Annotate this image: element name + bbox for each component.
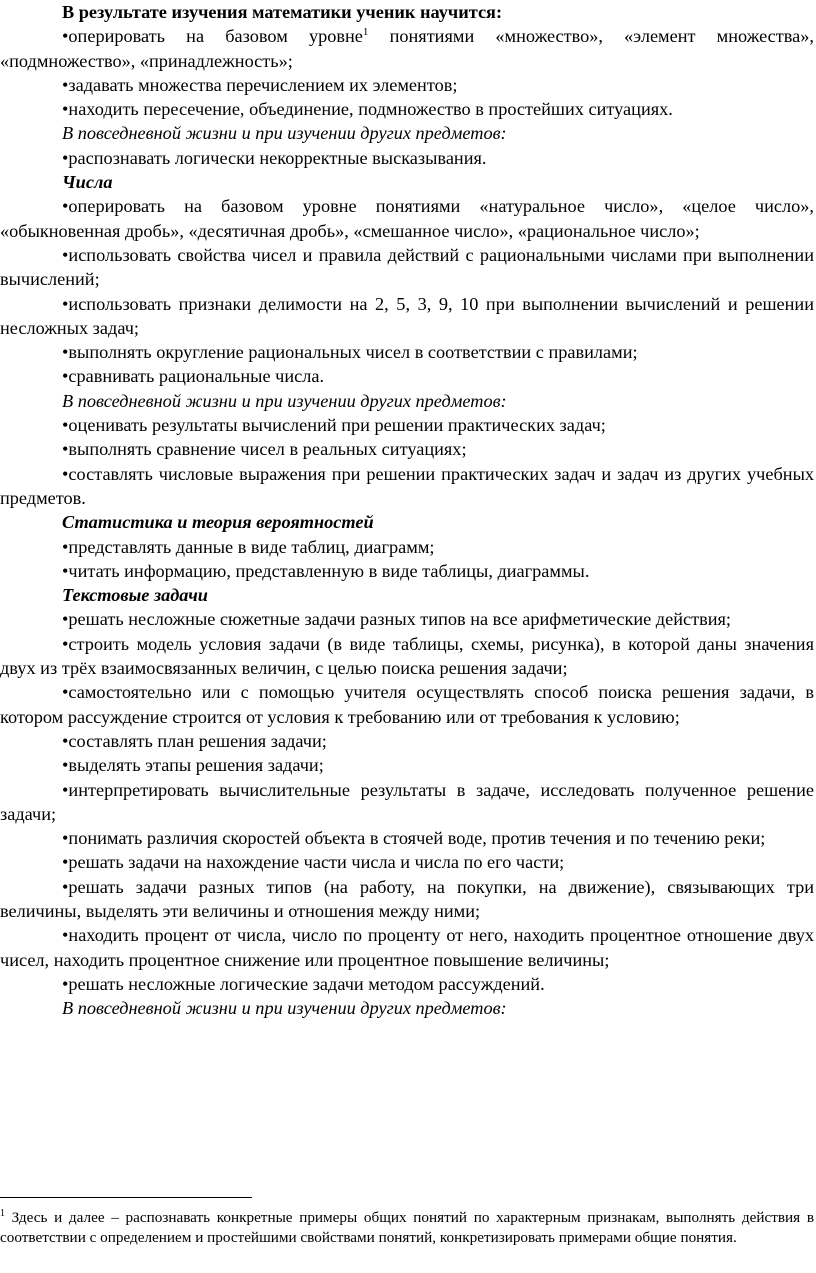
list-item: •оперировать на базовом уровне$^1$ понятиями «множество», «элемент множества», «подмножество», «принадлежность»; [0, 26, 814, 71]
bullet-icon: • [62, 633, 69, 654]
list-item: •решать несложные логические задачи методом рассуждений. [62, 973, 545, 994]
bullet-icon: • [62, 973, 69, 994]
bullet-icon: • [62, 925, 69, 946]
list-item: •читать информацию, представленную в виде таблицы, диаграммы. [62, 560, 590, 581]
bullet-icon: • [62, 342, 69, 363]
everyday-subheading: В повседневной жизни и при изучении других предметов: [62, 390, 507, 411]
list-item: •представлять данные в виде таблиц, диаграмм; [62, 536, 435, 557]
list-item: •решать задачи на нахождение части числа и числа по его части; [62, 852, 565, 873]
list-item: •сравнивать рациональные числа. [62, 366, 325, 387]
bullet-icon: • [62, 828, 69, 849]
bullet-icon: • [62, 26, 69, 47]
bullet-icon: • [62, 876, 69, 897]
bullet-icon: • [62, 439, 69, 460]
bullet-icon: • [62, 682, 69, 703]
list-item: •понимать различия скоростей объекта в стоячей воде, против течения и по течению реки; [62, 828, 766, 849]
bullet-icon: • [62, 609, 69, 630]
list-item: •выполнять округление рациональных чисел в соответствии с правилами; [62, 342, 638, 363]
list-item: •находить пересечение, объединение, подмножество в простейших ситуациях. [62, 99, 673, 120]
section-title-statistics: Статистика и теория вероятностей [62, 512, 374, 533]
list-item: •находить процент от числа, число по проценту от него, находить процентное отношение двух чисел, находить процентное снижение или процентное повышение величины; [0, 925, 814, 970]
list-item: •решать задачи разных типов (на работу, на покупки, на движение), связывающих три величины, выделять эти величины и отношения между ними; [0, 876, 814, 921]
list-item: •решать несложные сюжетные задачи разных типов на все арифметические действия; [62, 609, 731, 630]
list-item: •задавать множества перечислением их элементов; [62, 74, 458, 95]
section-title-numbers: Числа [62, 172, 113, 193]
bullet-icon: • [62, 74, 69, 95]
section-heading: В результате изучения математики ученик научится: [62, 2, 503, 22]
section-title-word-problems: Текстовые задачи [62, 585, 208, 606]
list-item: •использовать свойства чисел и правила действий с рациональными числами при выполнении вычислений; [0, 244, 814, 290]
list-item: •выделять этапы решения задачи; [62, 755, 324, 776]
list-item: •составлять числовые выражения при решении практических задач и задач из других учебных предметов. [0, 463, 814, 508]
bullet-icon: • [62, 196, 69, 217]
bullet-icon: • [62, 366, 69, 387]
bullet-icon: • [62, 755, 69, 776]
list-item: •составлять план решения задачи; [62, 730, 327, 751]
bullet-icon: • [62, 244, 69, 265]
bullet-icon: • [62, 415, 69, 436]
list-item: •оперировать на базовом уровне понятиями «натуральное число», «целое число», «обыкновенная дробь», «десятичная дробь», «смешанное число», «рациональное число»; [0, 196, 814, 241]
everyday-subheading: В повседневной жизни и при изучении других предметов: [62, 123, 507, 144]
bullet-icon: • [62, 147, 69, 168]
footnote-text: Здесь и далее – распознавать конкретные примеры общих понятий по характерным признакам, выполнять действия в соответствии с определением и простейшими свойствами понятий, конкретизировать примерами общие понятия. [0, 1209, 814, 1246]
bullet-icon: • [62, 779, 69, 800]
list-item: •интерпретировать вычислительные результаты в задаче, исследовать полученное решение задачи; [0, 779, 814, 824]
everyday-subheading: В повседневной жизни и при изучении других предметов: [62, 998, 507, 1019]
list-item: •строить модель условия задачи (в виде таблицы, схемы, рисунка), в которой даны значения двух из трёх взаимосвязанных величин, с целью поиска решения задачи; [0, 633, 814, 679]
footnote-divider [0, 1197, 252, 1198]
list-item: •распознавать логически некорректные высказывания. [62, 147, 487, 168]
footnote [0, 1208, 814, 1248]
bullet-icon: • [62, 99, 69, 120]
bullet-icon: • [62, 560, 69, 581]
footnote-mark: 1 [0, 1207, 5, 1219]
bullet-icon: • [62, 852, 69, 873]
bullet-icon: • [62, 463, 69, 484]
bullet-icon: • [62, 730, 69, 751]
bullet-icon: • [62, 536, 69, 557]
list-item: •выполнять сравнение чисел в реальных ситуациях; [62, 439, 467, 460]
list-item: •использовать признаки делимости на 2, 5, 3, 9, 10 при выполнении вычислений и решении несложных задач; [0, 293, 814, 338]
footnote-ref: 1 [362, 26, 369, 39]
list-item: •оценивать результаты вычислений при решении практических задач; [62, 415, 606, 436]
bullet-icon: • [62, 293, 69, 314]
list-item: •самостоятельно или с помощью учителя осуществлять способ поиска решения задачи, в котором рассуждение строится от условия к требованию или от требования к условию; [0, 682, 814, 727]
